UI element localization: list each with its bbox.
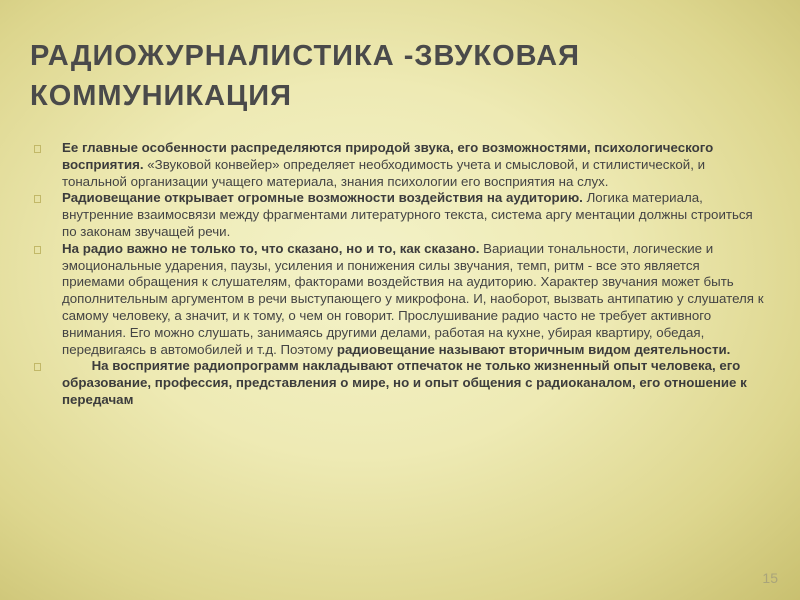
- list-item: [34, 241, 764, 359]
- bullet-icon: [34, 241, 44, 257]
- bullet-icon: [34, 140, 44, 156]
- item-bold-text: На восприятие радиопрограмм накладывают отпечаток не только жизненный опыт человека, его образование, профессия, представления о мире, но и опыт общения с радиоканалом, его отношение к передачам: [62, 358, 751, 407]
- item-bold-text: Ее главные особенности распределяются природой звука, его возможностями, психологического восприятия.: [62, 140, 714, 172]
- page-number: 15: [762, 570, 778, 586]
- bullet-icon: [34, 358, 44, 374]
- bullet-list: [34, 140, 764, 409]
- item-text: Вариации тональности, логические и эмоциональные ударения, паузы, усиления и понижения силы звучания, темп, ритм - все это является приемами обращения к слушателям, факторами воздействия на аудиторию. Характер звучания может быть дополнительным аргументом в речи выступающего у микрофона. И, наоборот, вызвать антипатию у слушателя к самому человеку, а значит, и к тому, о чем он говорит. Прослушивание радио часто не требует активного внимания. Его можно слушать, занимаясь другими делами, работая на кухне, убирая квартиру, обедая, передвигаясь в автомобилей и т.д. Поэтому: [62, 240, 764, 357]
- item-bold-text-end: радиовещание называют вторичным видом деятельности.: [336, 341, 731, 357]
- slide-title: РАДИОЖУРНАЛИСТИКА -ЗВУКОВАЯ КОММУНИКАЦИЯ: [30, 40, 580, 112]
- item-text: «Звуковой конвейер» определяет необходимость учета и смысловой, и стилистической, и тональной организации учащего материала, знания психологии его восприятия на слух.: [62, 156, 706, 189]
- item-bold-text: Радиовещание открывает огромные возможности воздействия на аудиторию.: [62, 190, 583, 206]
- bullet-icon: [34, 190, 44, 206]
- item-text: Логика материала, внутренние взаимосвязи между фрагментами литературного текста, система аргу ментации должны строиться по законам звучащей речи.: [62, 190, 753, 239]
- item-bold-text: На радио важно не только то, что сказано, но и то, как сказано.: [62, 240, 480, 256]
- list-item: [34, 190, 764, 240]
- list-item: [34, 140, 764, 190]
- list-item: [34, 358, 764, 408]
